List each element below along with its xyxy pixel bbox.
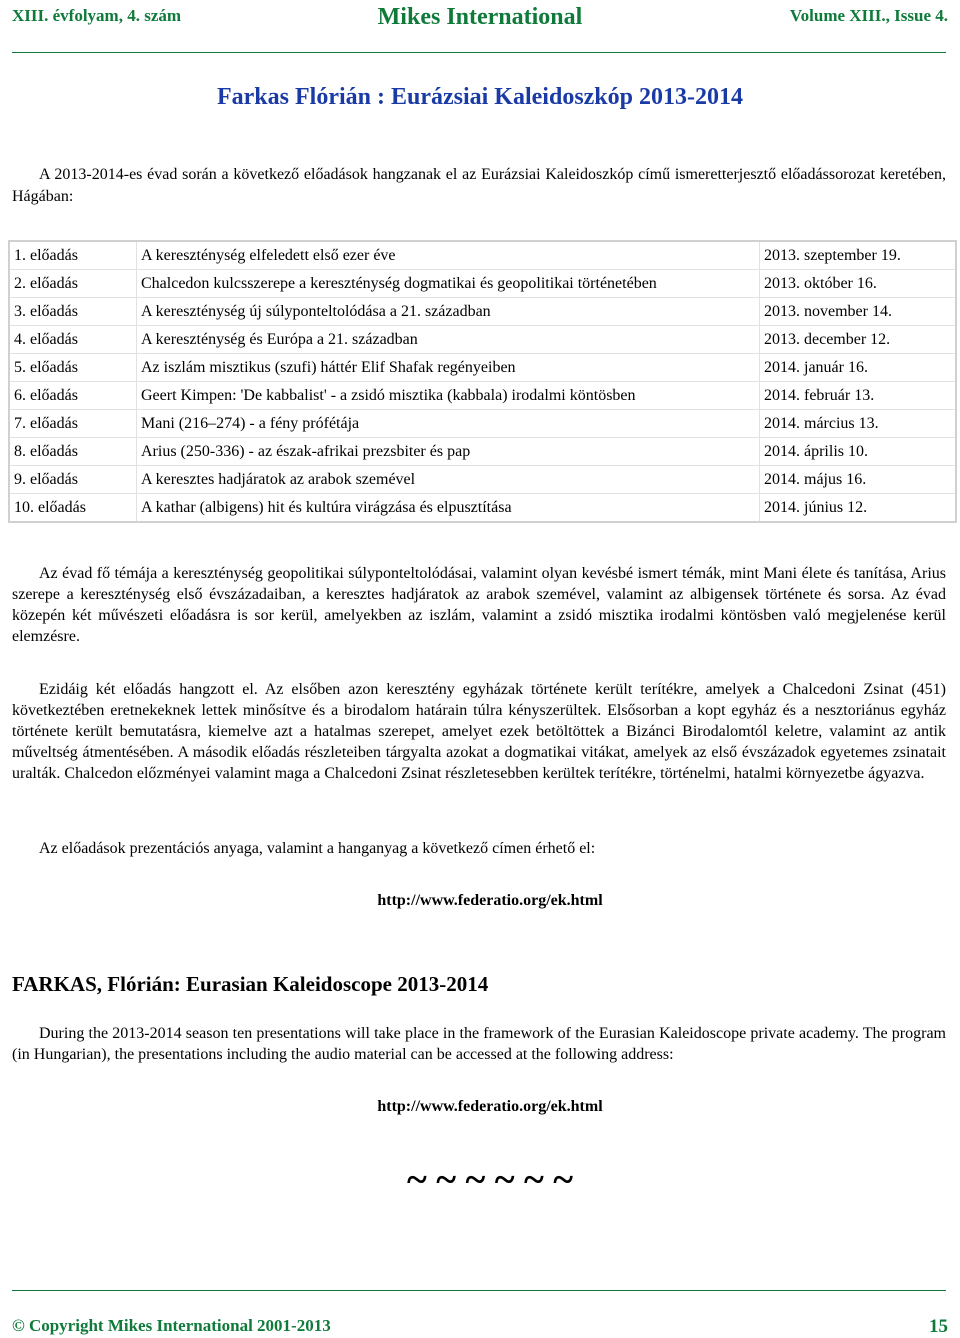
schedule-row <box>9 270 956 298</box>
federatio-link[interactable]: http://www.federatio.org/ek.html <box>377 892 603 909</box>
materials-paragraph: Az előadások prezentációs anyaga, valamint a hanganyag a következő címen érhető el: <box>39 840 596 857</box>
volume-label-en: Volume XIII., Issue 4. <box>789 6 948 25</box>
schedule-row <box>9 241 956 270</box>
schedule-row <box>9 354 956 382</box>
header-rule <box>12 52 946 53</box>
lecture-number: 4. előadás <box>9 326 137 354</box>
lecture-topic: Geert Kimpen: 'De kabbalist' - a zsidó misztika (kabbala) irodalmi köntösben <box>137 382 760 410</box>
lecture-number: 10. előadás <box>9 494 137 523</box>
lecture-date: 2013. november 14. <box>760 298 957 326</box>
lecture-date: 2014. május 16. <box>760 466 957 494</box>
lecture-schedule-table <box>8 240 957 523</box>
page-header <box>12 4 948 32</box>
lecture-topic: Arius (250-336) - az észak-afrikai prezsbiter és pap <box>137 438 760 466</box>
lecture-number: 8. előadás <box>9 438 137 466</box>
lecture-date: 2014. január 16. <box>760 354 957 382</box>
lecture-number: 7. előadás <box>9 410 137 438</box>
lecture-number: 3. előadás <box>9 298 137 326</box>
lecture-topic: A kereszténység és Európa a 21. században <box>137 326 760 354</box>
page-number: 15 <box>929 1316 948 1337</box>
lecture-topic: A kereszténység új súlyponteltolódása a 21. században <box>137 298 760 326</box>
lecture-date: 2014. február 13. <box>760 382 957 410</box>
lecture-date: 2013. szeptember 19. <box>760 241 957 270</box>
lecture-date: 2014. április 10. <box>760 438 957 466</box>
schedule-row <box>9 466 956 494</box>
schedule-row <box>9 326 956 354</box>
schedule-row <box>9 438 956 466</box>
volume-label-hu: XIII. évfolyam, 4. szám <box>12 6 182 25</box>
lecture-number: 6. előadás <box>9 382 137 410</box>
intro-paragraph: A 2013-2014-es évad során a következő előadások hangzanak el az Eurázsiai Kaleidoszkóp című ismeretterjesztő előadássorozat keretében, Hágában: <box>12 166 946 205</box>
copyright-notice: © Copyright Mikes International 2001-2013 <box>12 1316 331 1335</box>
lecture-topic: Az iszlám misztikus (szufi) háttér Elif Shafak regényeiben <box>137 354 760 382</box>
lecture-date: 2014. március 13. <box>760 410 957 438</box>
lecture-topic: A kereszténység elfeledett első ezer éve <box>137 241 760 270</box>
federatio-link-en[interactable]: http://www.federatio.org/ek.html <box>377 1098 603 1115</box>
lecture-topic: Mani (216–274) - a fény prófétája <box>137 410 760 438</box>
article-title: Farkas Flórián : Eurázsiai Kaleidoszkóp 2013-2014 <box>216 84 743 110</box>
schedule-row <box>9 382 956 410</box>
section-separator: ~ ~ ~ ~ ~ ~ <box>406 1159 574 1201</box>
lecture-date: 2013. október 16. <box>760 270 957 298</box>
lecture-number: 5. előadás <box>9 354 137 382</box>
lecture-topic: A keresztes hadjáratok az arabok szemével <box>137 466 760 494</box>
lecture-date: 2014. június 12. <box>760 494 957 523</box>
season-theme-paragraph: Az évad fő témája a kereszténység geopolitikai súlyponteltolódásai, valamint olyan kevésbé ismert témák, mint Mani élete és tanítása, Arius szerepe a kereszténység első évszázadaiban, a keresztes hadjáratok az arabok szemével, valamint az albigensek története és sorsa. Az évad közepén két művészeti előadásra is sor kerül, amelyekben az iszlám, valamint a zsidó misztika irodalmi köntösben való megjelenése kerül elemzésre. <box>12 565 946 645</box>
lecture-number: 2. előadás <box>9 270 137 298</box>
schedule-row <box>9 494 956 523</box>
schedule-row <box>9 298 956 326</box>
lecture-topic: A kathar (albigens) hit és kultúra virágzása és elpusztítása <box>137 494 760 523</box>
footer-rule <box>12 1290 946 1291</box>
schedule-row <box>9 410 956 438</box>
english-paragraph: During the 2013-2014 season ten presentations will take place in the framework of the Eurasian Kaleidoscope private academy. The program (in Hungarian), the presentations including the audio material can be accessed at the following address: <box>12 1025 946 1063</box>
lecture-topic: Chalcedon kulcsszerepe a kereszténység dogmatikai és geopolitikai történetében <box>137 270 760 298</box>
lecture-number: 1. előadás <box>9 241 137 270</box>
lecture-number: 9. előadás <box>9 466 137 494</box>
lecture-date: 2013. december 12. <box>760 326 957 354</box>
publication-name: Mikes International <box>377 4 583 30</box>
past-lectures-paragraph: Ezidáig két előadás hangzott el. Az elsőben azon keresztény egyházak története került terítékre, amelyek a Chalcedoni Zsinat (451) következtében eretnekeknek lettek minősítve és a birodalom határain túlra kényszerültek. Elsősorban a kopt egyház és a nesztoriánus egyház története került bemutatásra, kiemelve azt a hatalmas szerepet, amelyet ezek betöltöttek a Bizánci Birodalomtól keletre, valamint az antik műveltség átmentésében. A második előadás részleteiben tárgyalta azokat a dogmatikai vitákat, amelyek az első évszázadok egyetemes zsinatait uralták. Chalcedon előzményei valamint maga a Chalcedoni Zsinat részletesebben kerültek terítékre, történelmi, hatalmi környezetbe ágyazva. <box>12 681 946 782</box>
english-title: FARKAS, Flórián: Eurasian Kaleidoscope 2013-2014 <box>12 972 489 996</box>
